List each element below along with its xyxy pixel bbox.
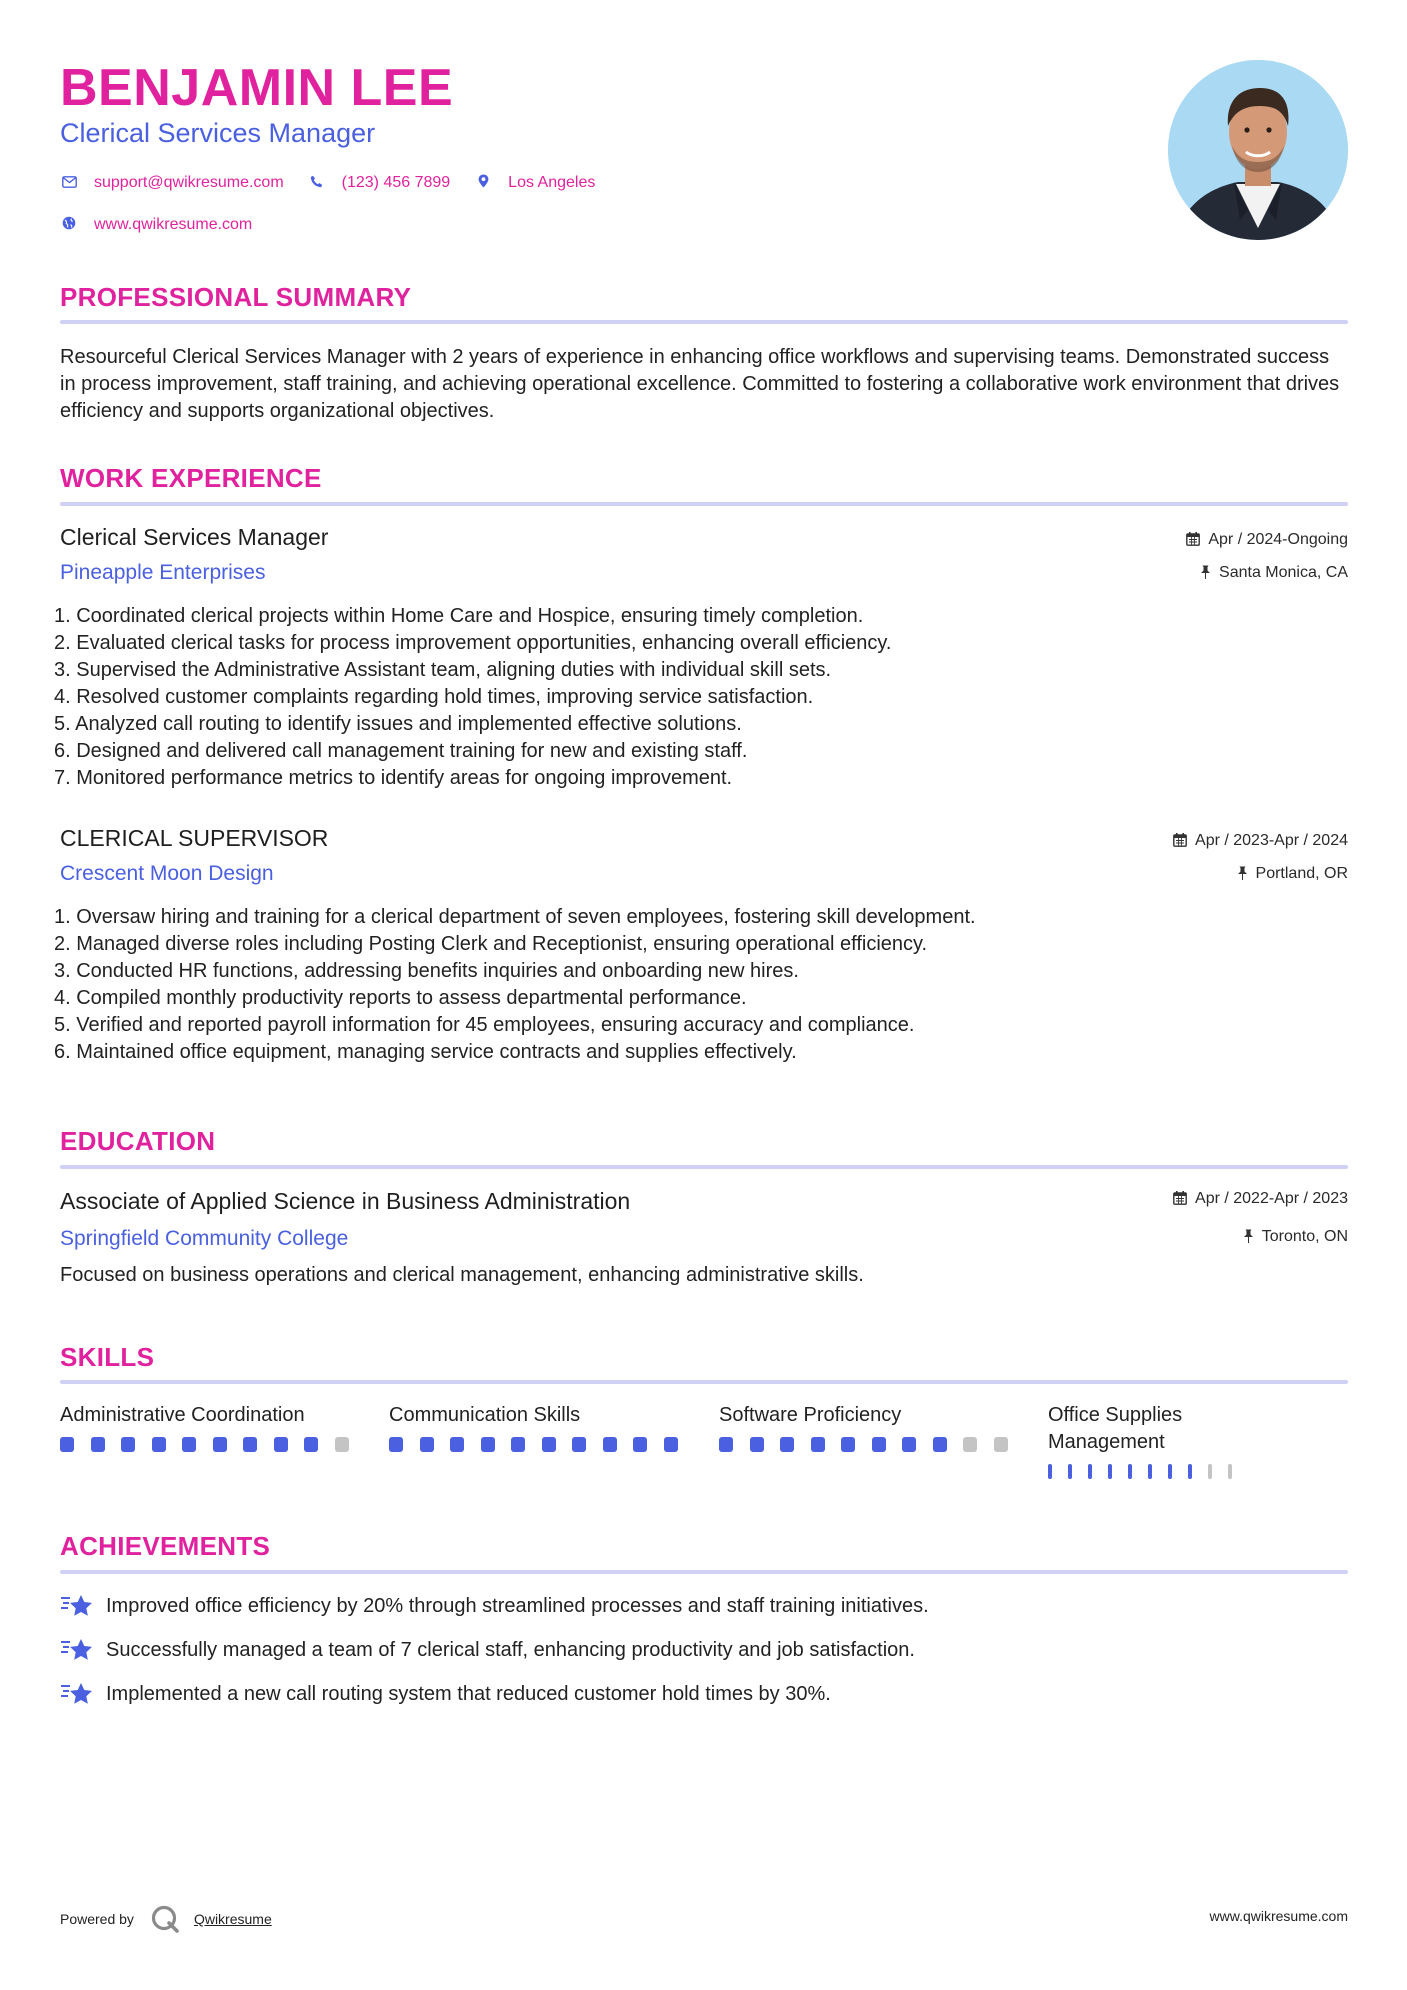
summary-text: Resourceful Clerical Services Manager with 2 years of experience in enhancing office workflows and supervising teams. Demonstrated success in process improvement, staff training, and achieving operational excellence. Committed to fostering a collaborative work environment that drives efficiency and supports organizational objectives. [60, 346, 1340, 422]
achievement-item [60, 1636, 915, 1664]
profile-photo [1168, 60, 1348, 240]
skill-dot-filled [633, 1437, 647, 1452]
skill-dot-empty [963, 1437, 977, 1452]
skill-dot-filled [1108, 1464, 1112, 1479]
pushpin-icon [1200, 565, 1211, 582]
location-text: Los Angeles [508, 174, 596, 191]
skill-dot-filled [389, 1437, 403, 1452]
skill-dot-filled [1048, 1464, 1052, 1479]
phone-text: (123) 456 7899 [341, 174, 451, 191]
summary-heading: PROFESSIONAL SUMMARY [60, 282, 412, 312]
education-dates [1173, 1190, 1348, 1208]
calendar-icon [1173, 1191, 1187, 1208]
list-item: 3. Conducted HR functions, addressing benefits inquiries and onboarding new hires. [54, 960, 799, 982]
phone-item[interactable] [308, 174, 451, 192]
education-heading: EDUCATION [60, 1126, 216, 1156]
calendar-icon [1186, 532, 1200, 549]
skill-dot-filled [213, 1437, 227, 1452]
skills-heading: SKILLS [60, 1342, 155, 1372]
education-dates-text: Apr / 2022-Apr / 2023 [1195, 1190, 1348, 1207]
skill-dot-filled [1128, 1464, 1132, 1479]
list-item: 2. Managed diverse roles including Posting Clerk and Receptionist, ensuring operational efficiency. [54, 933, 928, 955]
pushpin-icon [1237, 866, 1248, 883]
skills-divider [60, 1380, 1348, 1384]
globe-icon [60, 216, 78, 234]
email-item[interactable] [60, 174, 284, 192]
list-item: 2. Evaluated clerical tasks for process improvement opportunities, enhancing overall efficiency. [54, 632, 892, 654]
skill-dot-filled [60, 1437, 74, 1452]
location-pin-icon [474, 174, 492, 192]
skill-dot-filled [572, 1437, 586, 1452]
skill-rating [60, 1437, 365, 1452]
skill-dot-filled [1188, 1464, 1192, 1479]
job-location [1200, 564, 1348, 582]
education-divider [60, 1165, 1348, 1169]
skill-dot-filled [719, 1437, 733, 1452]
skill-name: Software Proficiency [719, 1404, 902, 1426]
list-item: 3. Supervised the Administrative Assistant team, aligning duties with individual skill sets. [54, 659, 832, 681]
skill-dot-filled [243, 1437, 257, 1452]
achievement-text: Implemented a new call routing system that reduced customer hold times by 30%. [106, 1682, 831, 1705]
job-title: CLERICAL SUPERVISOR [60, 825, 329, 851]
skill-dot-filled [872, 1437, 886, 1452]
powered-by-label: Powered by [60, 1911, 134, 1927]
job-dates-text: Apr / 2023-Apr / 2024 [1195, 832, 1348, 849]
star-icon [60, 1680, 96, 1708]
job-location [1237, 865, 1348, 883]
job-dates-text: Apr / 2024-Ongoing [1208, 531, 1348, 548]
skill-dot-filled [91, 1437, 105, 1452]
skill-dot-filled [1088, 1464, 1092, 1479]
skill-dot-filled [811, 1437, 825, 1452]
skill-dot-filled [603, 1437, 617, 1452]
footer-url[interactable]: www.qwikresume.com [1209, 1908, 1348, 1924]
skill-dot-empty [335, 1437, 349, 1452]
skill-rating [719, 1437, 1024, 1452]
job-location-text: Portland, OR [1255, 865, 1348, 882]
footer-powered-by [60, 1904, 272, 1934]
skill-name: Administrative Coordination [60, 1404, 305, 1426]
job-dates [1173, 832, 1348, 850]
experience-divider [60, 502, 1348, 506]
list-item: 1. Coordinated clerical projects within Home Care and Hospice, ensuring timely completion. [54, 605, 864, 627]
skill-dot-filled [542, 1437, 556, 1452]
skill-item [1048, 1402, 1248, 1479]
company-name: Crescent Moon Design [60, 862, 274, 885]
list-item: 4. Compiled monthly productivity reports to assess departmental performance. [54, 987, 747, 1009]
experience-heading: WORK EXPERIENCE [60, 463, 322, 493]
degree-title: Associate of Applied Science in Business Administration [60, 1188, 631, 1214]
skill-dot-filled [152, 1437, 166, 1452]
school-name: Springfield Community College [60, 1227, 349, 1250]
candidate-role: Clerical Services Manager [60, 118, 376, 148]
skill-dot-empty [994, 1437, 1008, 1452]
skill-rating [1048, 1464, 1248, 1479]
list-item: 5. Analyzed call routing to identify issues and implemented effective solutions. [54, 713, 742, 735]
skill-dot-filled [664, 1437, 678, 1452]
education-description: Focused on business operations and clerical management, enhancing administrative skills. [60, 1264, 864, 1286]
education-location [1243, 1228, 1348, 1246]
skill-dot-filled [1148, 1464, 1152, 1479]
skill-name: Office Supplies Management [1048, 1404, 1183, 1453]
job-location-text: Santa Monica, CA [1219, 564, 1348, 581]
job-dates [1186, 531, 1348, 549]
candidate-name: BENJAMIN LEE [60, 59, 454, 117]
list-item: 6. Designed and delivered call management training for new and existing staff. [54, 740, 748, 762]
job-bullets [54, 603, 891, 792]
education-location-text: Toronto, ON [1261, 1228, 1348, 1245]
skill-dot-empty [1208, 1464, 1212, 1479]
list-item: 7. Monitored performance metrics to identify areas for ongoing improvement. [54, 767, 733, 789]
achievement-item [60, 1680, 831, 1708]
website-row [60, 216, 276, 234]
achievements-divider [60, 1570, 1348, 1574]
contact-row [60, 174, 619, 192]
list-item: 5. Verified and reported payroll information for 45 employees, ensuring accuracy and compliance. [54, 1014, 915, 1036]
phone-icon [308, 175, 326, 192]
skill-dot-filled [841, 1437, 855, 1452]
skill-dot-filled [121, 1437, 135, 1452]
summary-divider [60, 320, 1348, 324]
skill-dot-filled [780, 1437, 794, 1452]
website-item[interactable] [60, 216, 252, 234]
skill-dot-empty [1228, 1464, 1232, 1479]
achievements-heading: ACHIEVEMENTS [60, 1531, 271, 1561]
list-item: 4. Resolved customer complaints regarding hold times, improving service satisfaction. [54, 686, 814, 708]
achievement-text: Improved office efficiency by 20% through streamlined processes and staff training initiatives. [106, 1594, 929, 1617]
skill-item [60, 1402, 365, 1452]
calendar-icon [1173, 833, 1187, 850]
job-title: Clerical Services Manager [60, 524, 329, 550]
website-text: www.qwikresume.com [94, 216, 253, 233]
skill-dot-filled [511, 1437, 525, 1452]
skill-dot-filled [450, 1437, 464, 1452]
skill-dot-filled [304, 1437, 318, 1452]
skill-item [719, 1402, 1024, 1452]
skill-name: Communication Skills [389, 1404, 581, 1426]
skill-item [389, 1402, 694, 1452]
envelope-icon [60, 175, 78, 192]
skill-dot-filled [481, 1437, 495, 1452]
achievement-text: Successfully managed a team of 7 clerical staff, enhancing productivity and job satisfaction. [106, 1638, 915, 1661]
skill-dot-filled [274, 1437, 288, 1452]
skill-dot-filled [420, 1437, 434, 1452]
brand-link[interactable]: Qwikresume [193, 1911, 272, 1927]
skill-dot-filled [750, 1437, 764, 1452]
job-bullets [54, 904, 976, 1066]
email-text: support@qwikresume.com [94, 174, 284, 191]
company-name: Pineapple Enterprises [60, 561, 266, 584]
list-item: 1. Oversaw hiring and training for a clerical department of seven employees, fostering skill development. [54, 906, 976, 928]
skill-rating [389, 1437, 694, 1452]
skill-dot-filled [902, 1437, 916, 1452]
location-item [474, 174, 595, 192]
star-icon [60, 1592, 96, 1620]
skill-dot-filled [1068, 1464, 1072, 1479]
skill-dot-filled [182, 1437, 196, 1452]
achievement-item [60, 1592, 929, 1620]
pushpin-icon [1243, 1229, 1254, 1246]
star-icon [60, 1636, 96, 1664]
qwikresume-logo-icon [150, 1904, 180, 1934]
skill-dot-filled [933, 1437, 947, 1452]
skill-dot-filled [1168, 1464, 1172, 1479]
list-item: 6. Maintained office equipment, managing service contracts and supplies effectively. [54, 1041, 797, 1063]
